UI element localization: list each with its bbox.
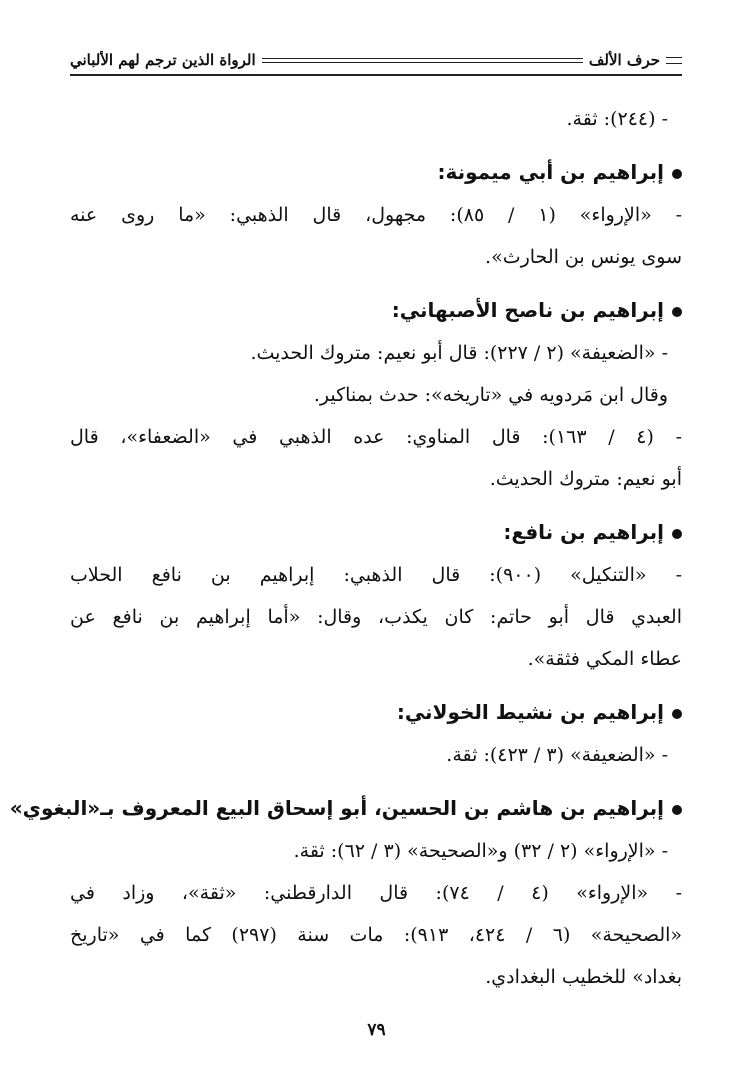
entry-line: - «الإرواء» (١ / ٨٥): مجهول، قال الذهبي: «ما روى عنه [70, 204, 683, 226]
page-content [9, 98, 683, 998]
entry-line: بغداد» للخطيب البغدادي. [485, 966, 682, 988]
narrator-heading [70, 690, 682, 734]
bullet-icon [672, 307, 682, 317]
entry-line: - «الضعيفة» (٢ / ٢٢٧): قال أبو نعيم: متروك الحديث. [250, 342, 668, 364]
header-rule [262, 58, 583, 63]
entry-line: - «الإرواء» (٢ / ٣٢) و«الصحيحة» (٣ / ٦٢): ثقة. [293, 840, 668, 862]
entry-line: سوى يونس بن الحارث». [485, 246, 682, 268]
bullet-icon [672, 169, 682, 179]
book-title: الرواة الذين ترجم لهم الألباني [70, 51, 256, 69]
narrator-heading [70, 150, 682, 194]
entry-line: العبدي قال أبو حاتم: كان يكذب، وقال: «أما إبراهيم بن نافع عن [70, 606, 682, 628]
running-header [70, 44, 682, 76]
entry-line: - «التنكيل» (٩٠٠): قال الذهبي: إبراهيم بن نافع الحلاب [70, 564, 682, 586]
narrator-heading [9, 786, 682, 830]
bullet-icon [672, 805, 682, 815]
entry-line: عطاء المكي فثقة». [527, 648, 682, 670]
entry-line: - (٢٤٤): ثقة. [566, 108, 668, 130]
narrator-name: إبراهيم بن ناصح الأصبهاني: [391, 298, 664, 322]
entry-line: «الصحيحة» (٦ / ٤٢٤، ٩١٣): مات سنة (٢٩٧) كما في «تاريخ [70, 924, 683, 946]
header-divider [70, 74, 682, 76]
chapter-title: حرف الألف [588, 51, 660, 69]
page-number: ٧٩ [367, 1020, 386, 1040]
bullet-icon [672, 709, 682, 719]
narrator-name: إبراهيم بن هاشم بن الحسين، أبو إسحاق البيع المعروف بـ«البغوي» [9, 796, 664, 820]
header-ornament [666, 57, 682, 64]
entry-line: - «الضعيفة» (٣ / ٤٢٣): ثقة. [446, 744, 668, 766]
narrator-heading [70, 288, 682, 332]
entry-line: وقال ابن مَردويه في «تاريخه»: حدث بمناكير. [313, 384, 668, 406]
narrator-name: إبراهيم بن نشيط الخولاني: [396, 700, 664, 724]
narrator-name: إبراهيم بن أبي ميمونة: [437, 160, 664, 184]
narrator-heading [70, 510, 682, 554]
entry-line: - «الإرواء» (٤ / ٧٤): قال الدارقطني: «ثقة»، وزاد في [70, 882, 682, 904]
entry-line: - (٤ / ١٦٣): قال المناوي: عده الذهبي في «الضعفاء»، قال [70, 426, 682, 448]
narrator-name: إبراهيم بن نافع: [503, 520, 664, 544]
bullet-icon [672, 529, 682, 539]
entry-line: أبو نعيم: متروك الحديث. [489, 468, 682, 490]
